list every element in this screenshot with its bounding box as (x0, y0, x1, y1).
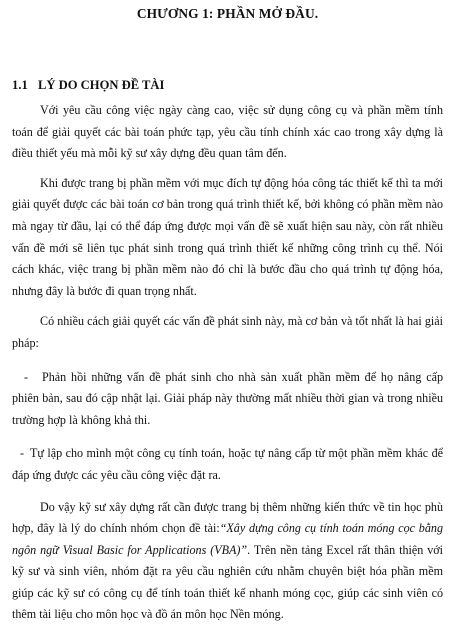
closing-paragraph (12, 497, 443, 627)
section-title: LÝ DO CHỌN ĐỀ TÀI (38, 78, 165, 92)
section-heading (12, 77, 443, 93)
paragraph-2: Khi được trang bị phần mềm với mục đích tự động hóa công tác thiết kế thì ta mới giải quyết được các bài toán cơ bản trong quá trình thiết kế, bởi không có phần mềm nào mà ngay từ đầu, lại có thể đáp ứng được mọi vấn đề sẽ xuất hiện sau này, còn rất nhiều vấn đề mới sẽ liên tục phát sinh trong quá trình thiết kế những công trình cụ thể. Nói cách khác, việc trang bị phần mềm nào đó chỉ là bước đầu cho quá trình tự động hóa, nhưng đây là bước đi quan trọng nhất. (12, 175, 443, 298)
section-number: 1.1 (12, 78, 28, 92)
bullet-mark: - (24, 369, 29, 384)
closing-text-before: Do vậy kỹ sư xây dựng rất cần được trang bị thêm những kiến thức về tin học phù hợp, đây là lý do chính nhóm chọn đề tài: (12, 499, 443, 536)
bullet-item-1 (12, 367, 443, 432)
paragraph-1: Với yêu cầu công việc ngày càng cao, việc sử dụng công cụ và phần mềm tính toán để giải quyết các bài toán phức tạp, yêu cầu tính chính xác cao trong xây dựng là điều thiết yếu mà mỗi kỹ sư xây dựng đều quan tâm đến. (12, 103, 443, 161)
bullet-mark: - (20, 446, 25, 461)
bullet-text: Phản hồi những vấn đề phát sinh cho nhà sản xuất phần mềm để họ nâng cấp phiên bản, sau đó cập nhật lại. Giải pháp này thường mất nhiều thời gian và trong nhiều trường hợp là không khả thi. (12, 369, 443, 427)
topic-title: “Xây dựng công cụ tính toán móng cọc bằng ngôn ngữ Visual Basic for Applications (VBA)” (12, 521, 443, 557)
closing-text-after: . Trên nền tảng Excel rất thân thiện với kỹ sư và sinh viên, nhóm đặt ra yêu cầu nghiên cứu nhằm chuyên biệt hóa phần mềm giúp các kỹ sư có công cụ để tính toán thiết kế nhanh móng cọc, giúp các sinh viên có thêm tài liệu cho môn học và đồ án môn học Nền móng. (12, 542, 443, 622)
bullet-text: Tự lập cho mình một công cụ tính toán, hoặc tự nâng cấp từ một phần mềm khác để đáp ứng được các yêu cầu công việc đặt ra. (12, 446, 443, 482)
chapter-title: CHƯƠNG 1: PHẦN MỞ ĐẦU. (136, 6, 319, 21)
bullet-item-2 (12, 443, 443, 486)
paragraph-3: Có nhiều cách giải quyết các vấn đề phát sinh này, mà cơ bản và tốt nhất là hai giải pháp: (12, 314, 443, 350)
